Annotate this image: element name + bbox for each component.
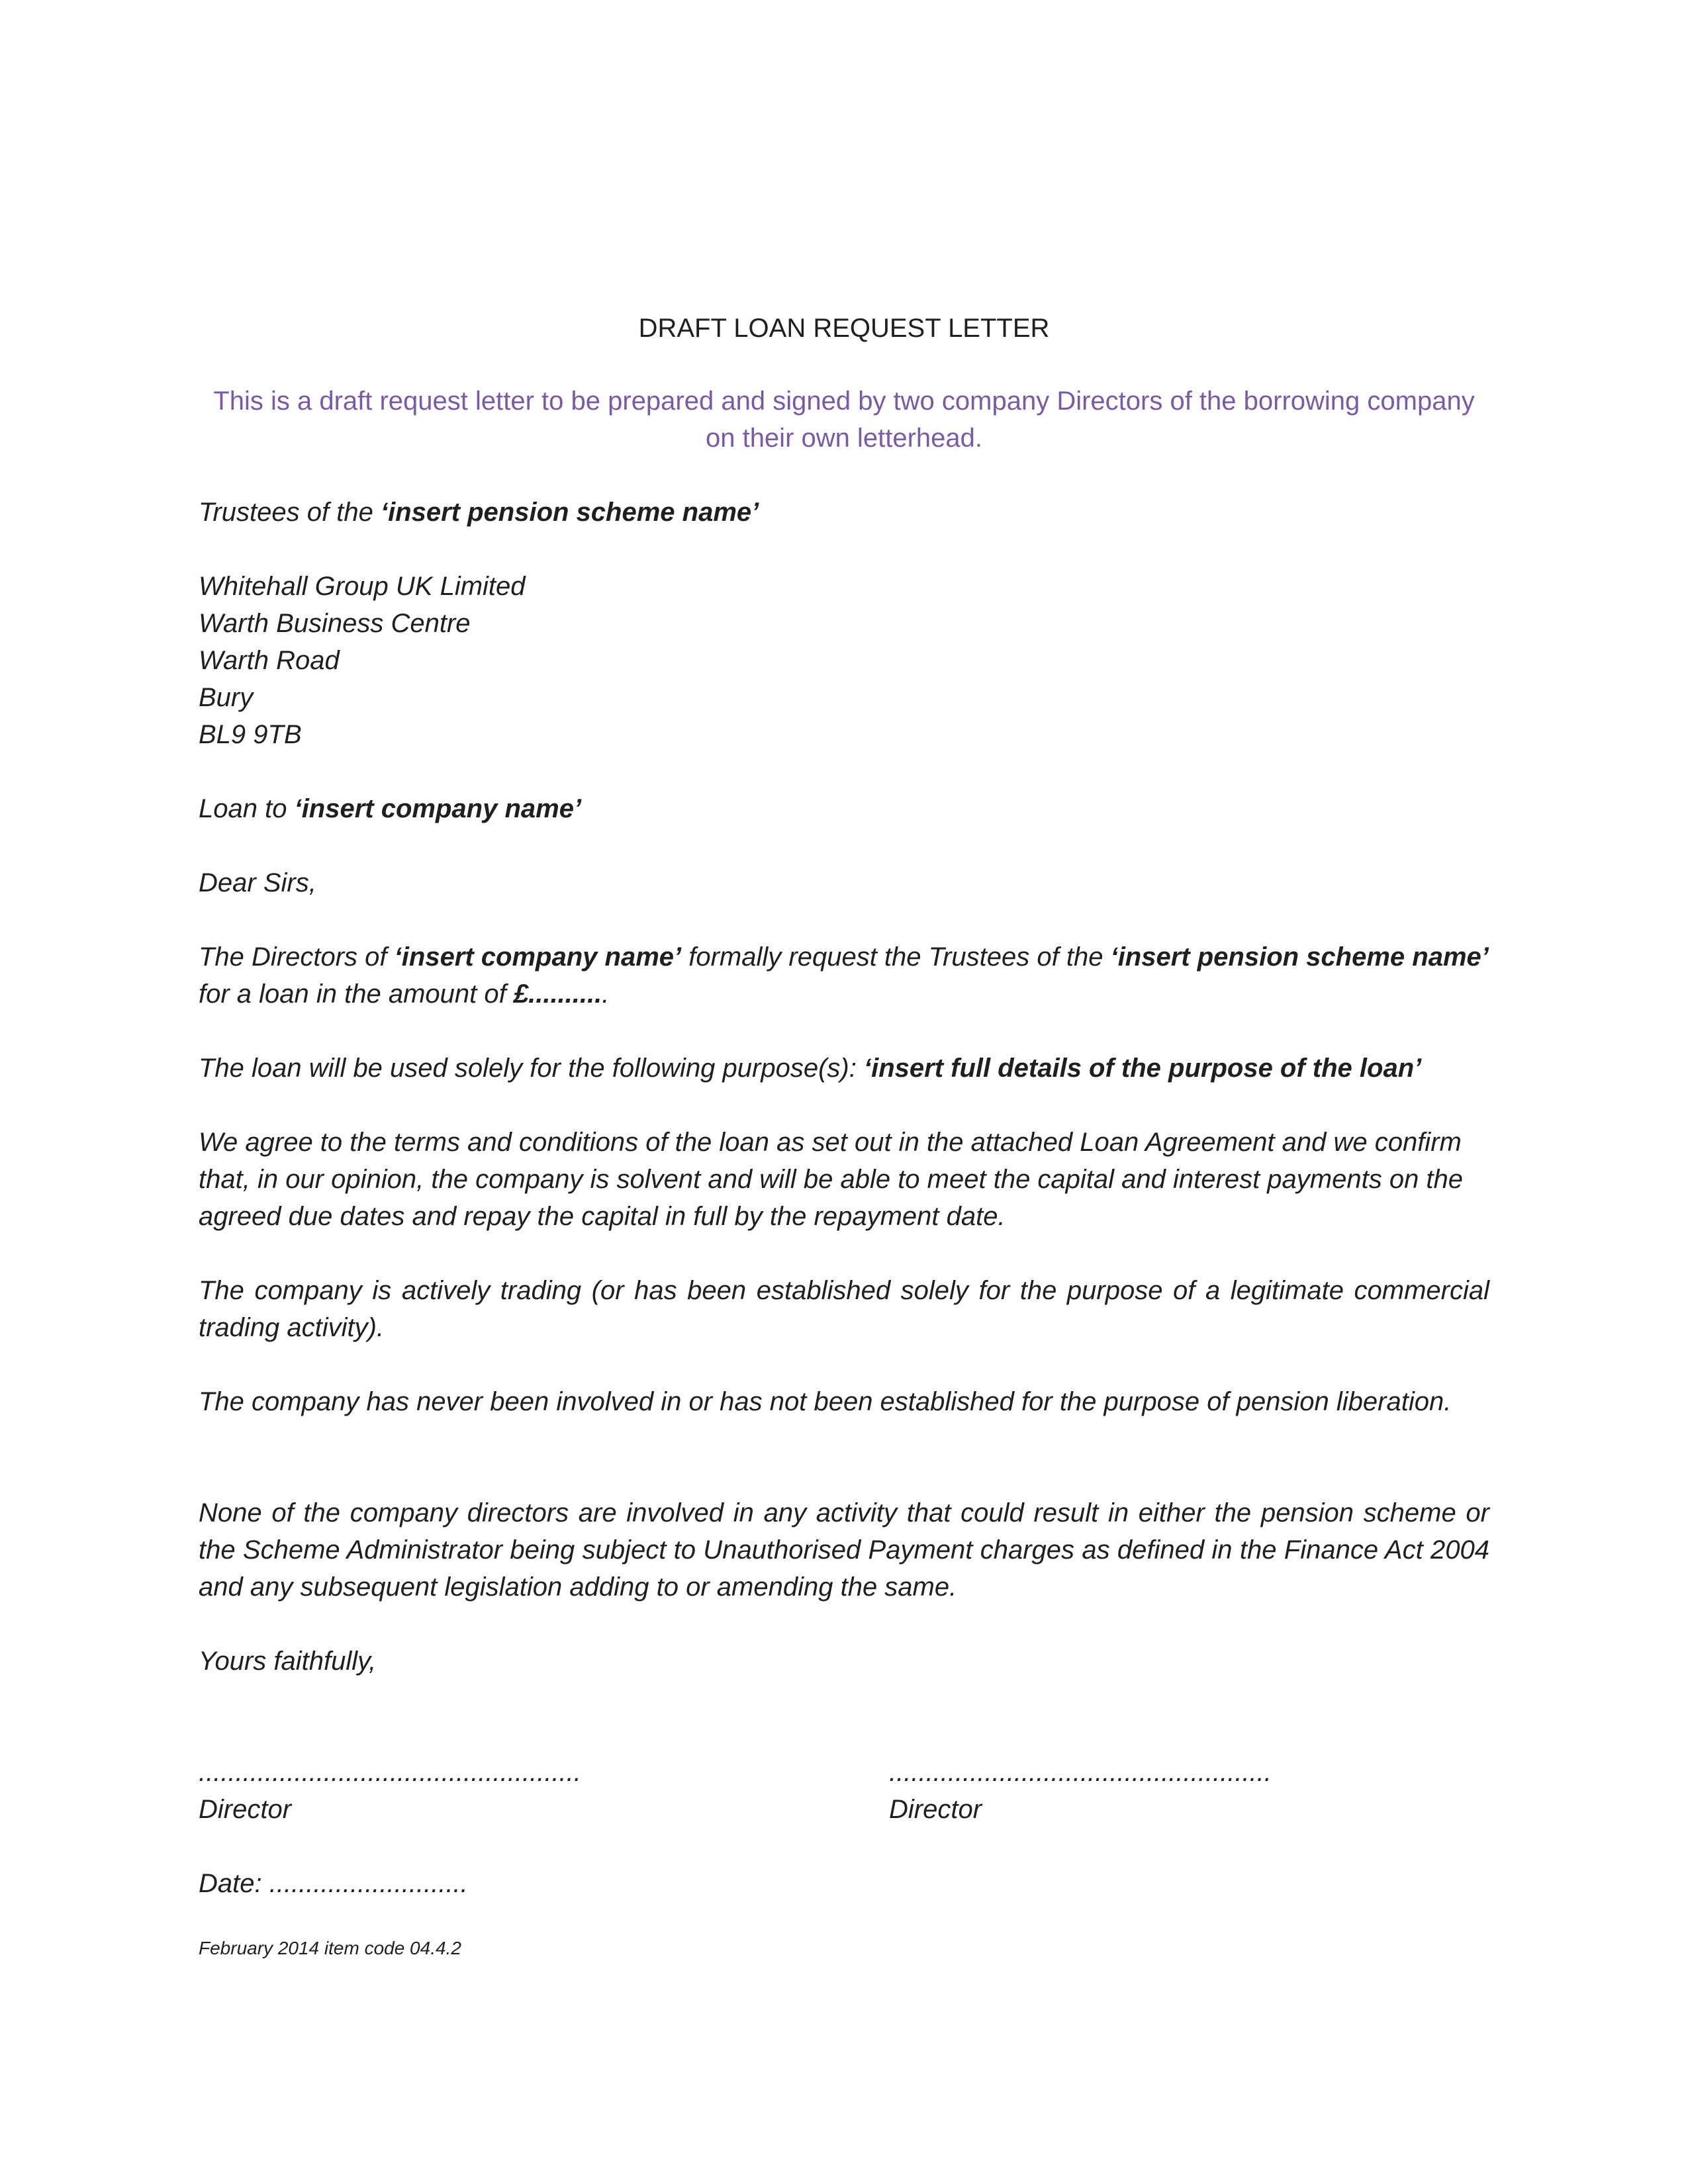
company-name-placeholder: ‘insert company name’ [394,942,682,972]
request-text: formally request the Trustees of the [681,942,1111,972]
scheme-name-placeholder: ‘insert pension scheme name’ [1110,942,1489,972]
date-line: Date: ........................... [199,1869,468,1898]
signature-block-2 [889,1754,1272,1828]
directors-paragraph: None of the company directors are involved in any activity that could result in either the pension scheme or the Scheme Administrator being subject to Unauthorised Payment charges as defined in the Finance Act 2004 and any subsequent legislation adding to or amending the same. [199,1498,1489,1602]
subject-prefix: Loan to [199,794,295,823]
loan-amount-placeholder: £.......... [513,979,602,1009]
liberation-paragraph: The company has never been involved in or has not been established for the purpose of pension liberation. [199,1387,1452,1416]
scheme-name-placeholder: ‘insert pension scheme name’ [380,498,759,527]
purpose-placeholder: ‘insert full details of the purpose of the loan’ [863,1054,1422,1083]
signature-role: Director [199,1795,292,1824]
address-line: Warth Road [199,646,340,675]
address-line: Warth Business Centre [199,609,471,638]
document-title: DRAFT LOAN REQUEST LETTER [638,314,1050,343]
instruction-note: This is a draft request letter to be prepared and signed by two company Directors of the borrowing company on their own letterhead. [213,387,1475,453]
footer-item-code: February 2014 item code 04.4.2 [199,1938,461,1958]
signature-block-1 [199,1754,581,1828]
salutation: Dear Sirs, [199,868,316,897]
signature-line: .................................................... [889,1758,1272,1787]
terms-paragraph: We agree to the terms and conditions of the loan as set out in the attached Loan Agreement and we confirm that, in our opinion, the company is solvent and will be able to meet the capital and interest payments on the agreed due dates and repay the capital in full by the repayment date. [199,1128,1464,1231]
request-paragraph [199,938,1489,1013]
purpose-prefix: The loan will be used solely for the following purpose(s): [199,1054,864,1083]
addressee-prefix: Trustees of the [199,498,381,527]
subject-line [199,790,1489,827]
company-name-placeholder: ‘insert company name’ [294,794,582,823]
trading-paragraph: The company is actively trading (or has been established solely for the purpose of a legitimate commercial trading activity). [199,1276,1489,1342]
request-text: The Directors of [199,942,395,972]
signature-line: .................................................... [199,1758,581,1787]
request-text: for a loan in the amount of [199,979,514,1009]
signature-role: Director [889,1795,982,1824]
purpose-paragraph [199,1050,1489,1087]
address-line: Bury [199,683,254,712]
closing: Yours faithfully, [199,1647,377,1676]
recipient-address [199,568,1489,753]
request-text: . [602,979,610,1009]
address-line: Whitehall Group UK Limited [199,572,526,601]
address-line: BL9 9TB [199,720,302,749]
addressee-line [199,494,1489,531]
